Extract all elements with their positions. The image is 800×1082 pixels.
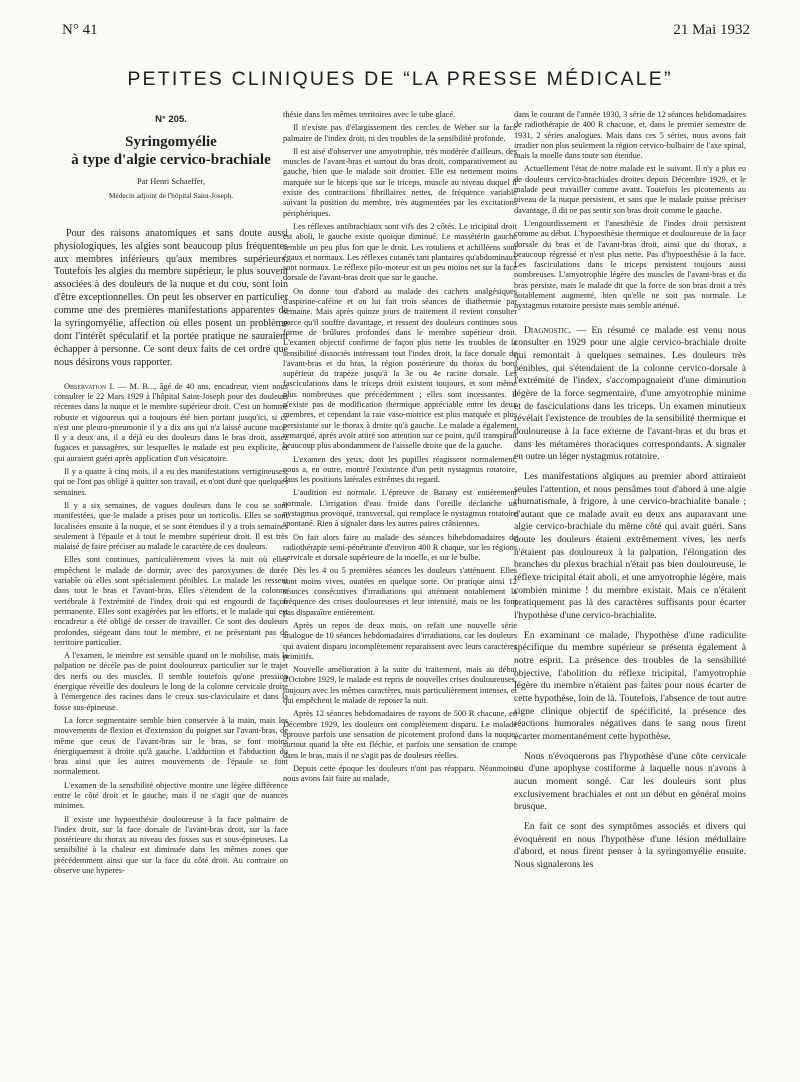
issue-number: N° 41 xyxy=(62,22,98,38)
paragraph: Nouvelle amélioration à la suite du traitement, mais au début d'Octobre 1929, le malade est repris de nouvelles crises douloureuses, toujours avec les mêmes caractères, mais particulièrement intenses, et qui empêchent le malade de reposer la nuit. xyxy=(283,665,517,706)
paragraph-text: En résumé ce malade est venu nous consulter en 1929 pour une algie cervico-brachiale droite qui remontait à quelques semaines. Les douleurs très pénibles, qui s'étendaient de la colonne cervico-dorsale à l'extrémité de l'index, s'accompagnaient d'une diminution légère de la force segmentaire, d'une amyotrophie minime et de fasciculations dans les triceps. Un examen minutieux révélait l'existence de troubles de la sensibilité thermique et douloureuse à la face externe de l'avant-bras et du bras et dans les métamères thoraciques correspondants. A signaler en outre un léger nystagmus rotatoire. xyxy=(514,324,746,463)
paragraph: Après 12 séances hebdomadaires de rayons de 500 R chacune, en Décembre 1929, les douleurs ont complètement disparu. Le malade éprouve parfois une sensation de picotement profond dans la nuque, surtout quand la tête est fléchie, et parfois une sensation de crampe dans le bras, mais il ne s'agit pas de douleurs réelles. xyxy=(283,709,517,760)
paragraph: L'engourdissement et l'anesthésie de l'index droit persistent comme au début. L'hypoesthésie thermique et douloureuse de la face dorsale du bras et de l'avant-bras droit, ainsi que du thorax, a beaucoup régressé et n'est plus nette. Pas d'hypoesthésie à la face. Les fasciculations dans le triceps persistent toujours aussi nombreuses. L'amyotrophie légère des muscles de l'avant-bras et du bras persiste, mais le malade dit que la force de son bras droit a très notablement augmenté, bien qu'elle ne soit pas normale. Le nystagmus rotatoire persiste mais semble atténué. xyxy=(514,218,746,311)
paragraph xyxy=(514,325,746,464)
paragraph: Les réflexes antibrachiaux sont vifs des 2 côtés. Le tricipital droit est aboli, le gauche existe quoique diminué. Le massétérin gauche semble un peu plus fort que le droit. Les rotuliens et achilléens sont égaux et normaux. Les réflexes cutanés tant plantaires qu'abdominaux sont normaux. Le réflexe pilo-moteur est un peu moins net sur la face dorsale de l'avant-bras droit que sur le gauche. xyxy=(283,221,517,283)
paragraph: En examinant ce malade, l'hypothèse d'une radiculite spécifique du membre supérieur se présenta également à notre esprit. La présence des troubles de la sensibilité objective, l'abolition du réflexe tricipital, l'amyotrophie légère du membre n'étaient pas faites pour nous écarter de cette hypothèse, loin de là. Toutefois, l'absence de tout autre signe clinique objectif de spécificité, la présence des réactions humorales négatives dans le sang nous firent écarter momentanément cette hypothèse. xyxy=(514,629,746,742)
paragraph: Depuis cette époque les douleurs n'ont pas réapparu. Néanmoins nous avons fait faire au malade, xyxy=(283,763,517,784)
paragraph xyxy=(54,382,288,464)
journal-title: PETITES CLINIQUES DE “LA PRESSE MÉDICALE” xyxy=(127,68,673,90)
paragraph: Il existe une hypoesthésie douloureuse à la face palmaire de l'index droit, sur la face dorsale de l'avant-bras droit, sur la face postérieure du thorax au niveau des fosses sus et sous-épineuses. La sensibilité à la chaleur est diminuée dans les mêmes zones que précédemment ainsi que sur la face du côté droit. Au contraire on observe une hyperes- xyxy=(54,814,288,876)
column-2 xyxy=(283,110,517,1078)
column-3 xyxy=(514,110,746,1078)
paragraph: L'audition est normale. L'épreuve de Barany est entièrement normale. L'irrigation d'eau froide dans l'oreille déclanche un nystagmus provoqué, transversal, qui remplace le nystagmus rotatoire spontané. Rien à signaler dans les autres paires crâniennes. xyxy=(283,488,517,529)
paragraph: La force segmentaire semble bien conservée à la main, mais les mouvements de flexion et d'extension du poignet sur l'avant-bras, de même que ceux de l'avant-bras sur le bras, se font moins énergiquement à droite qu'à gauche. L'adduction et l'abduction du bras ainsi que les autres mouvements de l'épaule se font normalement. xyxy=(54,715,288,777)
paragraph: L'examen de la sensibilité objective montre une légère différence entre le côté droit et le gauche, mais il ne s'agit que de nuances minimes. xyxy=(54,780,288,811)
paragraph: thésie dans les mêmes territoires avec le tube glacé. xyxy=(283,110,456,119)
paragraph: Les manifestations algiques au premier abord attiraient seules l'attention, et nous pensâmes tout d'abord à une algie rhumatismale, à frigore, à une cervico-brachialite banale ; d'autant que ce malade avait eu deux ans auparavant une algie cervico-brachiale du même côté qui avait guéri. Sans doute les douleurs étaient extrêmement vives, les nerfs n'étaient pas douloureux à la palpation, l'élongation des branches du plexus brachial n'était pas bien douloureuse, le réflexe tricipital était aboli, et une amyotrophie légère, mais combien minime ! du membre existait. Mais ce n'étaient pratiquement pas là des caractères suffisants pour écarter l'hypothèse d'une cervico-brachialite. xyxy=(514,470,746,622)
author-affiliation: Médecin adjoint de l'hôpital Saint-Joseph. xyxy=(108,190,234,200)
article-author: Par Henri Schaeffer, xyxy=(136,177,206,187)
paragraph: L'examen des yeux, dont les pupilles réagissent normalement, nous a, en outre, montré l'existence d'un petit nystagmus rotatoire, dans les positions latérales extrêmes du regard. xyxy=(283,454,517,485)
intro-paragraph: Pour des raisons anatomiques et sans doute aussi physiologiques, les algies sont beaucoup plus fréquentes aux membres inférieurs qu'aux membres supérieurs. Toutefois les algies du membre supérieur, le plus souvent associées à des douleurs de la nuque et du cou, sont loin d'être exceptionnelles. On peut les observer en particulier comme une des premières manifestations apparentes de la syringomyélie, affection où elles posent un problème dont l'intérêt spéculatif et la portée pratique ne sauraient échapper à personne. Ce sont deux faits de cet ordre que nous désirons vous rapporter. xyxy=(54,227,288,368)
issue-date: 21 Mai 1932 xyxy=(673,22,750,38)
article-title-line-1: Syringomyélie xyxy=(125,133,217,150)
diagnostic-section xyxy=(514,325,746,872)
paragraph: Il n'existe pas d'élargissement des cercles de Weber sur la face palmaire de l'index droit, ni des troubles de la sensibilité profonde. xyxy=(283,123,517,143)
paragraph: Dès les 4 ou 5 premières séances les douleurs s'atténuent. Elles sont moins vives, ouatées en quelque sorte. On pratique ainsi 12 séances consécutives d'irradiations qui atténuent notablement la fréquence des crises douloureuses et leur intensité, mais ne les font pas disparaître entièrement. xyxy=(283,566,517,617)
paragraph: dans le courant de l'année 1930, 3 série de 12 séances hebdomadaires de radiothérapie de 400 R chacune, et, dans le premier semestre de 1931, 2 séries analogues. Mais dans ces 5 séries, nous avons fait irradier non plus seulement la région cervico-bulbaire de l'axe spinal, mais la moelle dans toute son étendue. xyxy=(514,110,746,161)
section-gap xyxy=(514,315,746,325)
paragraph: On fait alors faire au malade des séances bihebdomadaires de radiothérapie semi-pénétrante d'environ 400 R chaque, sur les régions cervicale et dorsale supérieure de la moelle, et sur le bulbe. xyxy=(283,532,517,563)
paragraph: On donne tout d'abord au malade des cachets analgésiques d'aspirine-caféine et on lui fait trois séances de diathermie par semaine. Mais après quinze jours de traitement il revient consulter parce qu'il souffre davantage, et ressent des douleurs continues sous forme de brûlures profondes dans le membre supérieur droit. L'examen objectif confirme de façon plus nette les troubles de la sensibilité dissociés intéressant tout l'index droit, la face dorsale de l'avant-bras et du bras, la région postérieure du thorax du bord supérieur du trapèze jusqu'à la 3e ou 4e racine dorsale. Les fasciculations dans le triceps droit existent toujours, et sont même plus nombreuses que précédemment ; elles sont incessantes. Il n'existe pas de modification thermique appréciable entre les deux membres, et cependant la raie vaso-motrice est plus marquée et plus persistante sur le thorax à droite qu'à gauche. Le malade a également remarqué, après avoir attiré son attention sur ce point, qu'il transpirait beaucoup plus abondamment de l'aisselle droite que de la gauche. xyxy=(283,286,517,451)
paragraph: Il y a quatre à cinq mois, il a eu des manifestations vertigineuses, qui ne l'ont pas obligé à quitter son travail, et n'ont duré que quelques semaines. xyxy=(54,467,288,497)
paragraph: Après un repos de deux mois, on refait une nouvelle série analogue de 10 séances hebdomadaires d'irradiations, car les douleurs qui avaient disparu incomplètement reparaissent avec leurs caractères primitifs. xyxy=(283,620,517,661)
paragraph: Nous n'évoquerons pas l'hypothèse d'une côte cervicale ou d'une apophyse costiforme à laquelle nous n'avons à aucun moment songé. Car les douleurs sont plus exclusivement brachiales et ont un début en général moins brusque. xyxy=(514,750,746,813)
article-title xyxy=(54,133,288,171)
observation-lead: Observation I. — xyxy=(64,381,130,391)
diagnostic-lead: Diagnostic. — xyxy=(524,324,592,336)
paragraph: Elles sont continues, particulièrement vives la nuit où elles empêchent le malade de dormir, avec des paroxysmes de durée variable où elles sont spécialement pénibles. Le malade les ressent dans tout le bras et l'avant-bras. Elles s'étendent de la colonne vertébrale à l'extrémité de l'index droit qui est engourdi de façon permanente. Elles sont exagérées par les efforts, et le malade qui est encadreur a été obligé de cesser de travailler. Ce sont des douleurs profondes, siégeant dans tout le membre, et ne présentant pas de territoire particulier. xyxy=(54,555,288,647)
paragraph: En fait ce sont des symptômes associés et divers qui évoquèrent en nous l'hypothèse d'une lésion médullaire d'abord, et nous firent penser à la syringomyélie ensuite. Nous signalerons les xyxy=(514,820,746,870)
paragraph: Actuellement l'état de notre malade est le suivant. Il n'y a plus eu de douleurs cervico-brachiales droites depuis Décembre 1929, et le malade peut travailler comme avant. Toutefois les picotements au niveau de la nuque persistent, et sans que le malade puisse préciser davantage, il dit ne pas sentir son bras droit comme le gauche. xyxy=(514,164,746,215)
article-title-line-2: à type d'algie cervico-brachiale xyxy=(71,152,271,169)
article-number: N° 205. xyxy=(155,114,187,125)
column-1 xyxy=(54,110,288,1078)
paragraph: Il est aisé d'observer une amyotrophie, très modérée d'ailleurs, des muscles de l'avant-bras et surtout du bras droit, comparativement au gauche, bien que le malade soit droitier. Elle est nettement moins marquée sur le biceps que sur le triceps, muscle au niveau duquel il existe des contractions fibrillaires nettes, de fréquence variable suivant la position du membre, très augmentées par les excitations périphériques. xyxy=(283,146,517,218)
paragraph-text: M. B..., âgé de 40 ans, encadreur, vient nous consulter le 22 Mars 1929 à l'hôpital Saint-Joseph pour des douleurs récentes dans la nuque et le membre supérieur droit. C'est un homme robuste et vigoureux qui a toujours été bien portant jusqu'ici, si ce n'est une pleuro-pneumonie il y a dix ans qui n'a laissé aucune trace. Il y a deux ans, il a déjà eu des douleurs dans le bras droit, assez fugaces et passagères, sur lesquelles le malade est peu explicite, et qui auraient guéri après application d'un vésicatoire. xyxy=(54,381,288,463)
article-introduction xyxy=(54,228,288,370)
paragraph: Il y a six semaines, de vagues douleurs dans le cou se sont manifestées, que le malade a prises pour un torticolis. Elles se sont localisées ensuite à la nuque, et se sont étendues il y a trois semaines seulement à l'épaule et à tout le membre supérieur droit. Il est très malaisé de faire préciser au malade le caractère de ces douleurs. xyxy=(54,500,288,552)
paragraph: A l'examen, le membre est sensible quand on le mobilise, mais la palpation ne décèle pas de point douloureux particulier sur le trajet des nerfs ou des muscles. Il semble toutefois qu'une pression énergique réveille des douleurs le long de la colonne cervicale droite à l'émergence des racines dans le creux sus-claviculaire et dans la fosse sus-épineuse. xyxy=(54,651,288,712)
